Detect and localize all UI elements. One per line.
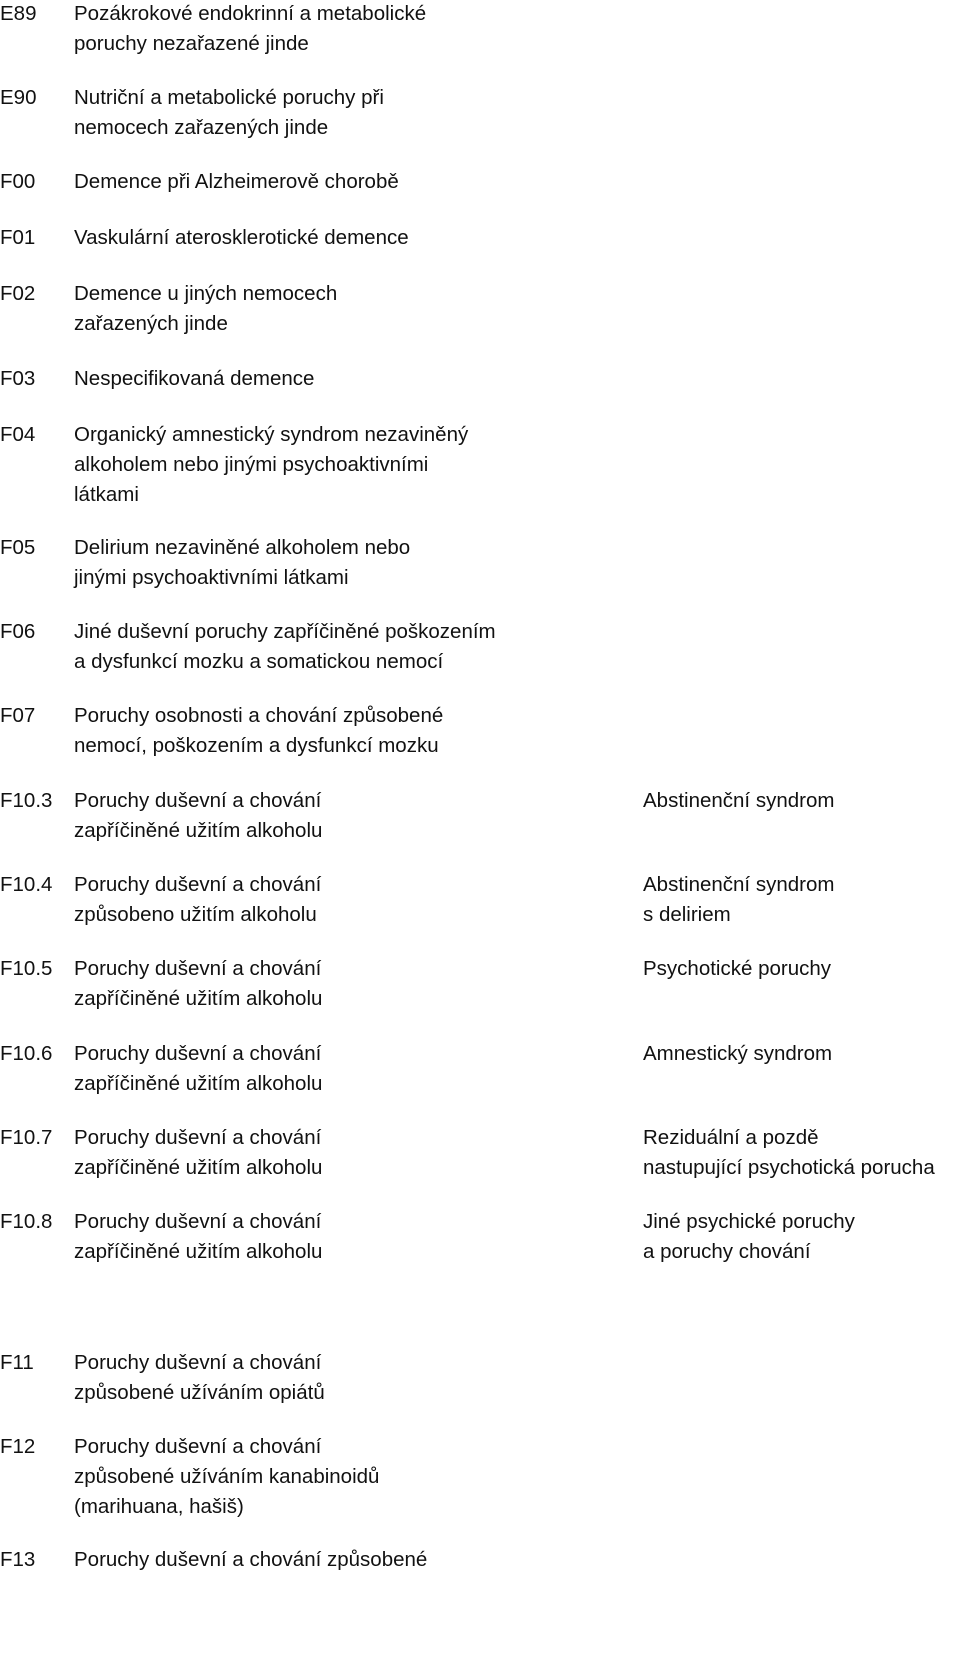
- note-line: Jiné psychické poruchy: [643, 1210, 855, 1233]
- description-line: Poruchy duševní a chování: [74, 1351, 322, 1374]
- description-line: (marihuana, hašiš): [74, 1495, 244, 1518]
- entry-code: F12: [0, 1435, 36, 1458]
- entry-code: F01: [0, 226, 36, 249]
- description-line: Poruchy duševní a chování způsobené: [74, 1548, 428, 1571]
- note-line: a poruchy chování: [643, 1240, 811, 1263]
- description-line: Poruchy duševní a chování: [74, 789, 322, 812]
- description-line: Poruchy duševní a chování: [74, 1210, 322, 1233]
- description-line: Poruchy duševní a chování: [74, 957, 322, 980]
- note-line: Reziduální a pozdě: [643, 1126, 819, 1149]
- description-line: Jiné duševní poruchy zapříčiněné poškozením: [74, 620, 496, 643]
- description-line: Nutriční a metabolické poruchy při: [74, 86, 384, 109]
- note-line: Psychotické poruchy: [643, 957, 832, 980]
- entry-description: [74, 279, 634, 339]
- description-line: nemocí, poškozením a dysfunkcí mozku: [74, 734, 439, 757]
- entry-code: F13: [0, 1548, 36, 1571]
- description-line: Poruchy duševní a chování: [74, 1435, 322, 1458]
- description-line: zapříčiněné užitím alkoholu: [74, 987, 323, 1010]
- description-line: Pozákrokové endokrinní a metabolické: [74, 2, 427, 25]
- entry-note: [643, 786, 960, 816]
- note-line: Abstinenční syndrom: [643, 873, 835, 896]
- entry-code: F10.7: [0, 1126, 53, 1149]
- description-line: Vaskulární aterosklerotické demence: [74, 226, 409, 249]
- description-line: poruchy nezařazené jinde: [74, 32, 309, 55]
- entry-code: F11: [0, 1351, 34, 1374]
- entry-code: F03: [0, 367, 36, 390]
- entry-code: F10.6: [0, 1042, 53, 1065]
- entry-code: E90: [0, 86, 37, 109]
- note-line: nastupující psychotická porucha: [643, 1156, 935, 1179]
- description-line: Poruchy duševní a chování: [74, 873, 322, 896]
- entry-code: F02: [0, 282, 36, 305]
- entry-code: F07: [0, 704, 36, 727]
- entry-description: [74, 420, 634, 510]
- entry-code: F06: [0, 620, 36, 643]
- entry-code: F04: [0, 423, 36, 446]
- entry-description: [74, 364, 634, 394]
- description-line: zapříčiněné užitím alkoholu: [74, 1240, 323, 1263]
- entry-note: [643, 1207, 960, 1267]
- description-line: Poruchy duševní a chování: [74, 1042, 322, 1065]
- entry-description: [74, 954, 634, 1014]
- description-line: zapříčiněné užitím alkoholu: [74, 1156, 323, 1179]
- entry-code: F05: [0, 536, 36, 559]
- entry-description: [74, 701, 634, 761]
- entry-note: [643, 1039, 960, 1069]
- entry-code: F10.5: [0, 957, 53, 980]
- entry-description: [74, 1123, 634, 1183]
- description-line: způsobené užíváním opiátů: [74, 1381, 325, 1404]
- description-line: způsobeno užitím alkoholu: [74, 903, 317, 926]
- entry-description: [74, 0, 634, 59]
- entry-description: [74, 223, 634, 253]
- description-line: Delirium nezaviněné alkoholem nebo: [74, 536, 411, 559]
- entry-description: [74, 1432, 634, 1522]
- note-line: Amnestický syndrom: [643, 1042, 833, 1065]
- entry-note: [643, 870, 960, 930]
- entry-code: E89: [0, 2, 37, 25]
- entry-description: [74, 1039, 634, 1099]
- description-line: zapříčiněné užitím alkoholu: [74, 1072, 323, 1095]
- entry-description: [74, 870, 634, 930]
- note-line: Abstinenční syndrom: [643, 789, 835, 812]
- description-line: nemocech zařazených jinde: [74, 116, 329, 139]
- entry-code: F10.4: [0, 873, 53, 896]
- entry-description: [74, 1207, 634, 1267]
- entry-code: F00: [0, 170, 36, 193]
- note-line: s deliriem: [643, 903, 731, 926]
- entry-description: [74, 167, 634, 197]
- description-line: zařazených jinde: [74, 312, 228, 335]
- description-line: alkoholem nebo jinými psychoaktivními: [74, 453, 429, 476]
- entry-description: [74, 1545, 634, 1575]
- description-line: a dysfunkcí mozku a somatickou nemocí: [74, 650, 444, 673]
- entry-description: [74, 617, 634, 677]
- entry-note: [643, 954, 960, 984]
- description-line: Demence u jiných nemocech: [74, 282, 338, 305]
- entry-note: [643, 1123, 960, 1183]
- description-line: látkami: [74, 483, 139, 506]
- description-line: zapříčiněné užitím alkoholu: [74, 819, 323, 842]
- description-line: Poruchy duševní a chování: [74, 1126, 322, 1149]
- description-line: Poruchy osobnosti a chování způsobené: [74, 704, 444, 727]
- description-line: Demence při Alzheimerově chorobě: [74, 170, 399, 193]
- description-line: jinými psychoaktivními látkami: [74, 566, 349, 589]
- description-line: Nespecifikovaná demence: [74, 367, 315, 390]
- entry-code: F10.3: [0, 789, 53, 812]
- entry-description: [74, 83, 634, 143]
- description-line: způsobené užíváním kanabinoidů: [74, 1465, 380, 1488]
- entry-description: [74, 1348, 634, 1408]
- entry-description: [74, 786, 634, 846]
- description-line: Organický amnestický syndrom nezaviněný: [74, 423, 469, 446]
- entry-description: [74, 533, 634, 593]
- entry-code: F10.8: [0, 1210, 53, 1233]
